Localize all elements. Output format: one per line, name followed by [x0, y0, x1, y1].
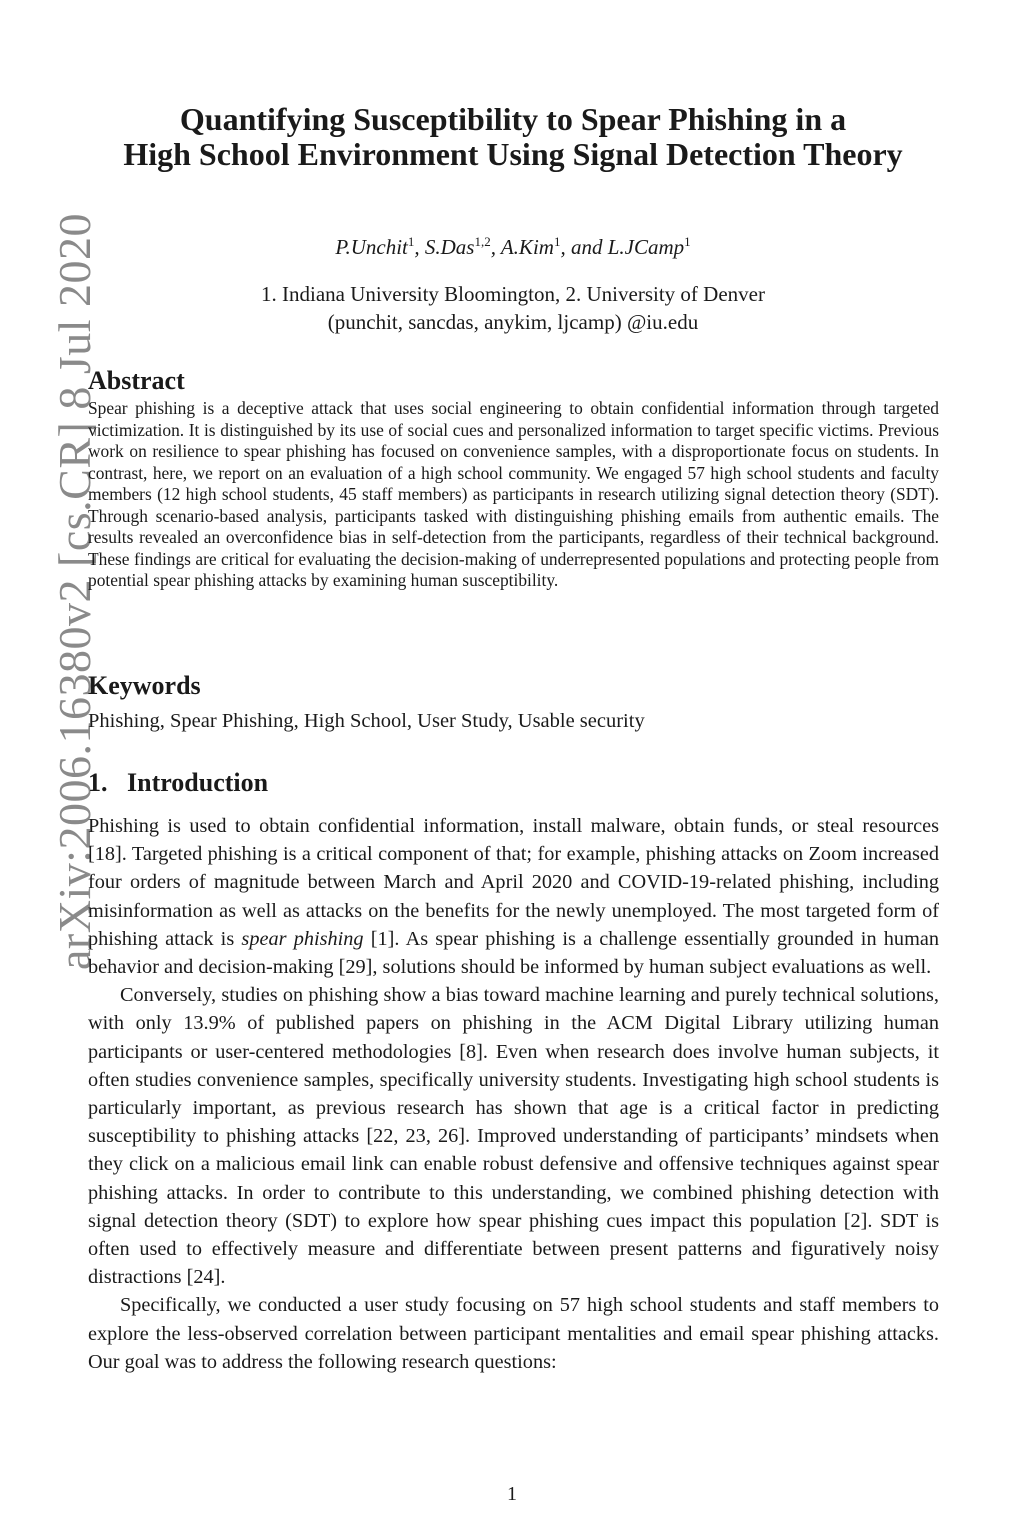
introduction-body	[88, 812, 939, 1376]
affiliation-emails: (punchit, sancdas, anykim, ljcamp) @iu.edu	[327, 310, 699, 334]
keywords-heading: Keywords	[88, 671, 201, 700]
arxiv-stamp: arXiv:2006.16380v2 [cs.CR] 8 Jul 2020	[49, 212, 100, 970]
title-line-1: Quantifying Susceptibility to Spear Phishing in a	[179, 101, 847, 137]
keywords-text: Phishing, Spear Phishing, High School, User Study, Usable security	[88, 710, 645, 732]
affiliations	[88, 280, 938, 336]
page-number: 1	[507, 1483, 517, 1505]
author-affiliation: 1	[407, 234, 415, 249]
author-conjunction: and	[570, 235, 603, 259]
author-name: P.Unchit	[335, 235, 408, 259]
author-name: A.Kim	[500, 235, 554, 259]
author-name: S.Das	[424, 235, 475, 259]
introduction-paragraph-3: Specifically, we conducted a user study focusing on 57 high school students and staff members to explore the less-observed correlation between participant mentalities and email spear phishing attacks. Our goal was to address the following research questions:	[88, 1294, 939, 1373]
introduction-paragraph-1: Phishing is used to obtain confidential information, install malware, obtain funds, or steal resources [18]. Targeted phishing is a critical component of that; for example, phishing attacks on Zoom increased four orders of magnitude between March and April 2020 and COVID-19-related phishing, including misinformation as well as attacks on the benefits for the newly unemployed. The most targeted form of phishing attack is spear phishing [1]. As spear phishing is a challenge essentially grounded in human behavior and decision-making [29], solutions should be informed by human subject evaluations as well.	[88, 815, 939, 979]
author-list: P.Unchit$^1$, S.Das$^{1,2}$, A.Kim$^1$, and L.JCamp$^1$	[335, 234, 691, 259]
abstract-text: Spear phishing is a deceptive attack that uses social engineering to obtain confidential information through targeted victimization. It is distinguished by its use of social cues and personalized information to target specific victims. Previous work on resilience to spear phishing has focused on convenience samples, with a disproportionate focus on students. In contrast, here, we report on an evaluation of a high school community. We engaged 57 high school students and faculty members (12 high school students, 45 staff members) as participants in research utilizing signal detection theory (SDT). Through scenario-based analysis, participants tasked with distinguishing phishing emails from authentic emails. The results revealed an overconfidence bias in self-detection from the participants, regardless of their technical background. These findings are critical for evaluating the decision-making of underrepresented populations and protecting people from potential spear phishing attacks by examining human susceptibility.	[88, 398, 939, 590]
introduction-paragraph-2: Conversely, studies on phishing show a bias toward machine learning and purely technical solutions, with only 13.9% of published papers on phishing in the ACM Digital Library utilizing human participants or user-centered methodologies [8]. Even when research does involve human subjects, it often studies convenience samples, specifically university students. Investigating high school students is particularly important, as previous research has shown that age is a critical factor in predicting susceptibility to phishing attacks [22, 23, 26]. Improved understanding of participants’ mindsets when they click on a malicious email link can enable robust defensive and offensive techniques against spear phishing attacks. In order to contribute to this understanding, we combined phishing detection with signal detection theory (SDT) to explore how spear phishing cues impact this population [2]. SDT is often used to effectively measure and differentiate between present patterns and figuratively noisy distractions [24].	[88, 984, 939, 1289]
author-name: L.JCamp	[607, 235, 685, 259]
affiliation-line-1: 1. Indiana University Bloomington, 2. University of Denver	[261, 282, 765, 306]
title-line-2: High School Environment Using Signal Detection Theory	[123, 136, 903, 172]
author-affiliation: 1,2	[474, 234, 491, 249]
abstract-heading: Abstract	[88, 366, 185, 395]
author-affiliation: 1	[553, 234, 561, 249]
emphasis-spear-phishing: spear phishing	[241, 927, 364, 950]
paper-title	[88, 102, 938, 172]
author-affiliation: 1	[684, 234, 691, 249]
introduction-heading: 1. Introduction	[88, 768, 269, 797]
